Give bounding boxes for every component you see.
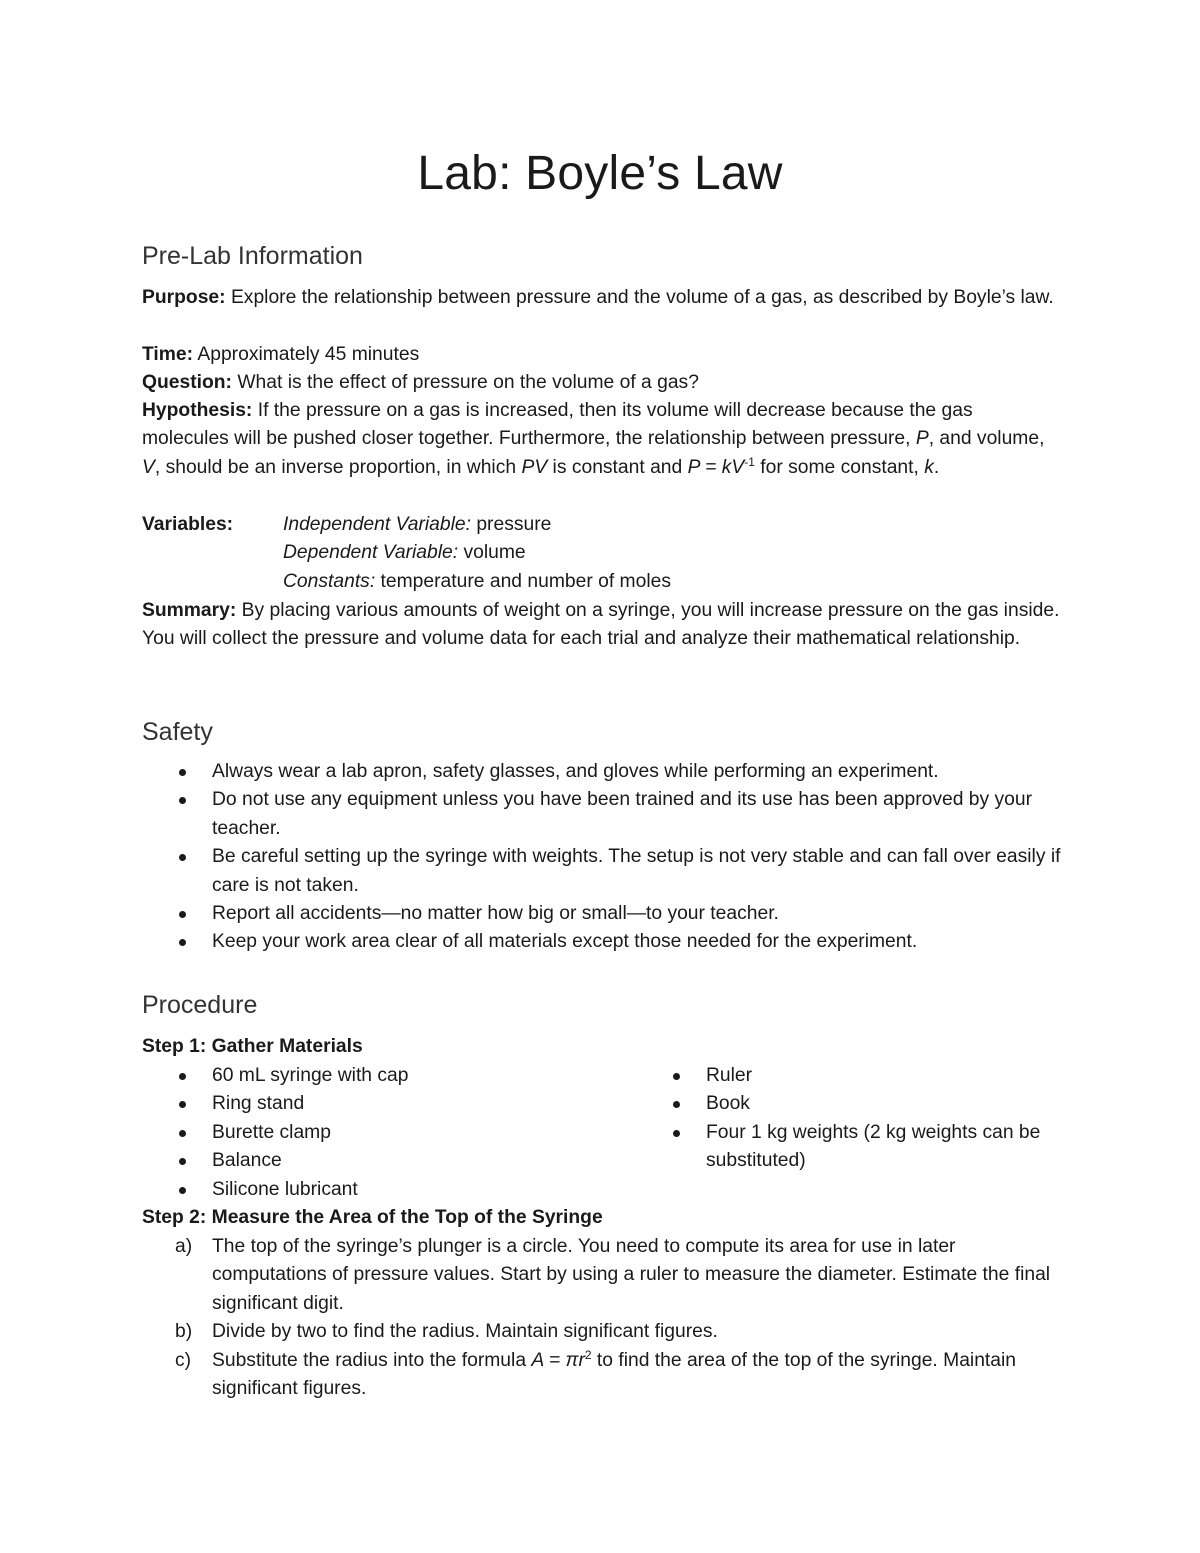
hypothesis-constant-text: is constant and bbox=[552, 456, 683, 478]
list-item bbox=[142, 758, 1062, 786]
step2-title: Step 2: Measure the Area of the Top of the Syringe bbox=[142, 1207, 603, 1228]
material-item: 60 mL syringe with cap bbox=[212, 1065, 409, 1086]
bullet-icon bbox=[179, 1130, 186, 1137]
summary-text: By placing various amounts of weight on a syringe, you will increase pressure on the gas inside. You will collect the pressure and volume data for each trial and analyze their mathematical relationship. bbox=[142, 600, 1060, 650]
question-paragraph bbox=[142, 369, 1062, 397]
safety-item-text: Keep your work area clear of all materials except those needed for the experiment. bbox=[212, 931, 918, 953]
constants-label: Constants: bbox=[283, 571, 376, 592]
list-item bbox=[142, 928, 1062, 956]
dependent-variable-label: Dependent Variable: bbox=[283, 542, 459, 563]
question-text: What is the effect of pressure on the volume of a gas? bbox=[237, 372, 699, 393]
bullet-icon bbox=[673, 1101, 680, 1108]
independent-variable-label: Independent Variable: bbox=[283, 514, 471, 535]
area-formula-exponent: 2 bbox=[584, 1347, 592, 1362]
material-item: Ruler bbox=[706, 1065, 753, 1086]
dependent-variable-value: volume bbox=[463, 542, 526, 563]
material-item: Burette clamp bbox=[212, 1121, 331, 1143]
area-formula: A = πr bbox=[531, 1349, 585, 1371]
materials-list-right bbox=[636, 1062, 1056, 1176]
list-item bbox=[142, 843, 1062, 900]
bullet-icon bbox=[179, 939, 186, 946]
material-item: Silicone lubricant bbox=[212, 1178, 358, 1200]
list-item bbox=[142, 1090, 622, 1118]
material-item: Book bbox=[706, 1093, 750, 1115]
list-item bbox=[142, 1176, 622, 1204]
bullet-icon bbox=[179, 854, 186, 861]
hypothesis-paragraph bbox=[142, 397, 1062, 482]
bullet-icon bbox=[179, 1158, 186, 1165]
purpose-label: Purpose: bbox=[142, 287, 226, 308]
hypothesis-formula: P = kV bbox=[687, 456, 745, 478]
list-item bbox=[142, 786, 1062, 843]
material-item: Balance bbox=[212, 1150, 282, 1172]
time-paragraph bbox=[142, 341, 1062, 369]
step2-c-text-end: to find the area of the top of the syringe. Maintain significant figures. bbox=[212, 1349, 1017, 1400]
constants-value: temperature and number of moles bbox=[380, 571, 671, 592]
material-item: Ring stand bbox=[212, 1093, 305, 1115]
bullet-icon bbox=[179, 769, 186, 776]
purpose-paragraph bbox=[142, 284, 1062, 312]
step2-a-text: The top of the syringe’s plunger is a circle. You need to compute its area for use in later computations of pressure values. Start by using a ruler to measure the diameter. Estimate the final significant digit. bbox=[212, 1236, 1051, 1314]
prelab-heading: Pre-Lab Information bbox=[142, 242, 363, 270]
procedure-heading: Procedure bbox=[142, 991, 258, 1019]
page-title: Lab: Boyle’s Law bbox=[417, 147, 783, 200]
step2-b-text: Divide by two to find the radius. Maintain significant figures. bbox=[212, 1321, 718, 1343]
constants-variable bbox=[283, 568, 671, 596]
safety-item-text: Be careful setting up the syringe with weights. The setup is not very stable and can fall over easily if care is not taken. bbox=[212, 846, 1061, 896]
dependent-variable bbox=[283, 539, 526, 567]
purpose-text: Explore the relationship between pressure and the volume of a gas, as described by Boyle’s law. bbox=[230, 287, 1054, 308]
hypothesis-text: If the pressure on a gas is increased, then its volume will decrease because the gas molecules will be pushed closer together. Furthermore, the relationship between pressure, bbox=[142, 400, 973, 450]
safety-heading: Safety bbox=[142, 718, 213, 746]
hypothesis-symbol-v: V bbox=[142, 456, 155, 478]
step2-c-text: Substitute the radius into the formula bbox=[212, 1349, 527, 1371]
hypothesis-should-text: , should be an inverse proportion, in which bbox=[154, 456, 517, 478]
step2-list bbox=[142, 1233, 1062, 1403]
list-item bbox=[142, 900, 1062, 928]
hypothesis-label: Hypothesis: bbox=[142, 400, 253, 421]
safety-item-text: Always wear a lab apron, safety glasses, and gloves while performing an experiment. bbox=[212, 761, 939, 782]
bullet-icon bbox=[179, 911, 186, 918]
summary-label: Summary: bbox=[142, 600, 237, 621]
safety-item-text: Do not use any equipment unless you have been trained and its use has been approved by your teacher. bbox=[212, 789, 1033, 839]
list-item bbox=[142, 1119, 622, 1147]
independent-variable bbox=[283, 511, 551, 539]
materials-list-left bbox=[142, 1062, 622, 1204]
list-item bbox=[636, 1090, 1056, 1118]
bullet-icon bbox=[179, 1101, 186, 1108]
material-item: Four 1 kg weights (2 kg weights can be substituted) bbox=[706, 1121, 1041, 1172]
list-item bbox=[142, 1318, 1062, 1346]
list-marker: c) bbox=[175, 1349, 192, 1371]
safety-item-text: Report all accidents—no matter how big or small—to your teacher. bbox=[212, 903, 779, 925]
time-text: Approximately 45 minutes bbox=[197, 344, 420, 365]
bullet-icon bbox=[673, 1130, 680, 1137]
question-label: Question: bbox=[142, 372, 232, 393]
hypothesis-and-volume: , and volume, bbox=[928, 428, 1045, 450]
list-item bbox=[142, 1233, 1062, 1318]
bullet-icon bbox=[673, 1073, 680, 1080]
hypothesis-period: . bbox=[933, 456, 940, 478]
list-item bbox=[636, 1062, 1056, 1090]
bullet-icon bbox=[179, 1073, 186, 1080]
summary-paragraph bbox=[142, 597, 1062, 654]
safety-list bbox=[142, 758, 1062, 957]
independent-variable-value: pressure bbox=[476, 514, 552, 535]
list-marker: a) bbox=[175, 1236, 193, 1257]
hypothesis-for-some: for some constant, bbox=[760, 456, 919, 478]
bullet-icon bbox=[179, 1187, 186, 1194]
step1-title: Step 1: Gather Materials bbox=[142, 1036, 363, 1057]
list-item bbox=[636, 1119, 1056, 1176]
time-label: Time: bbox=[142, 344, 194, 365]
list-item bbox=[142, 1347, 1062, 1404]
hypothesis-symbol-pv: PV bbox=[521, 456, 548, 478]
list-item bbox=[142, 1147, 622, 1175]
list-item bbox=[142, 1062, 622, 1090]
hypothesis-exponent: -1 bbox=[744, 454, 755, 469]
hypothesis-symbol-k: k bbox=[924, 456, 934, 478]
bullet-icon bbox=[179, 797, 186, 804]
variables-label: Variables: bbox=[142, 514, 234, 535]
hypothesis-symbol-p: P bbox=[915, 428, 929, 450]
list-marker: b) bbox=[175, 1321, 193, 1343]
